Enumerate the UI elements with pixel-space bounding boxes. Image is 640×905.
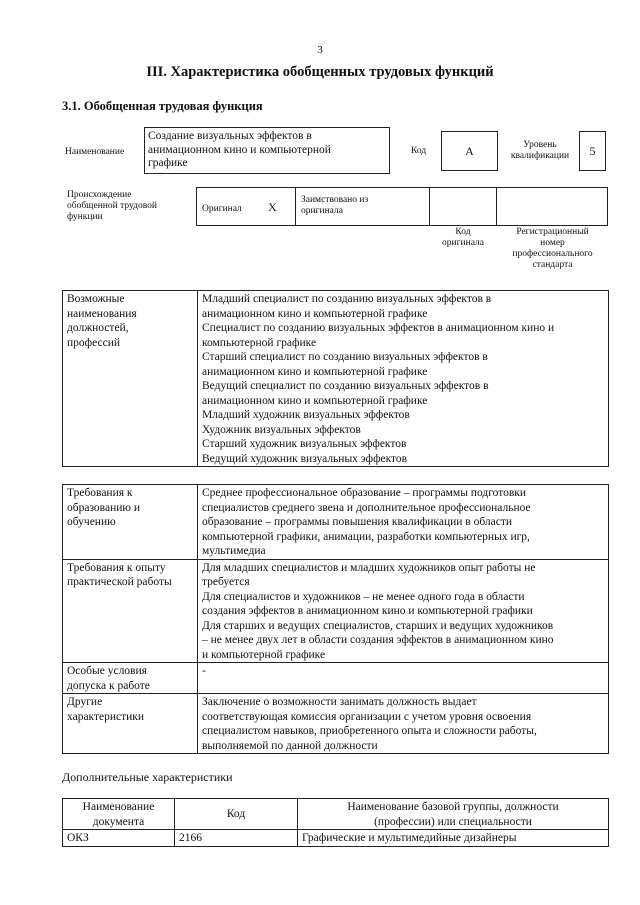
origin-divider [496,188,497,225]
label-line: практической работы [67,576,172,588]
table-row [63,830,609,847]
reg-number-caption [495,227,610,271]
value-line: Заключение о возможности занимать должность выдает [202,696,477,708]
label-line: Требования к опыту [67,561,166,574]
value-line: Для младших специалистов и младших художников опыт работы не [202,561,536,574]
borrowed-line: Заимствовано из [301,195,369,205]
value-line: образование – программы повышения квалификации в области [202,516,513,528]
value-line: Младший специалист по созданию визуальных эффектов в [202,293,492,305]
function-name-line: Создание визуальных эффектов в [148,130,312,142]
borrowed-line: оригинала [301,206,343,216]
table-row [63,663,609,694]
origin-box [196,187,608,226]
table-header-row [63,799,609,830]
origin-label-line: Происхождение [67,190,132,200]
requirement-value [198,663,609,694]
origin-label-line: обобщенной трудовой [67,201,157,211]
additional-title: Дополнительные характеристики [62,770,233,784]
origin-label [67,190,157,223]
label-line: Другие [67,696,103,708]
header-line: Наименование базовой группы, должности [347,801,559,813]
caption-line: номер [540,238,565,248]
caption-line: Код [455,227,471,237]
original-mark: X [268,200,277,214]
value-line: Ведущий художник визуальных эффектов [202,452,408,465]
borrowed-label [301,195,368,217]
value-line: - [202,665,206,677]
value-line: специалистов среднего звена и дополнительное профессиональное [202,501,531,514]
value-line: – не менее двух лет в области создания эффектов в анимационном кино [202,634,554,646]
name-label: Наименование [65,147,125,157]
col-name-header [298,799,609,830]
code-original-caption [428,227,498,249]
value-line: мультимедиа [202,545,266,557]
value-line: анимационном кино и компьютерной графике [202,365,428,378]
label-line: профессий [67,336,121,349]
caption-line: профессионального [512,249,593,259]
label-line: наименования [67,307,137,320]
original-label: Оригинал [202,204,242,214]
value-line: Старший художник визуальных эффектов [202,438,407,450]
value-line: Ведущий специалист по созданию визуальных эффектов в [202,380,489,392]
value-line: требуется [202,576,250,588]
label-line: образованию и [67,501,140,514]
value-line: Для специалистов и художников – не менее одного года в области [202,590,525,603]
label-line: Требования к [67,487,133,499]
positions-value [198,291,609,467]
origin-divider [295,188,296,225]
function-name-line: анимационном кино и компьютерной [148,143,331,156]
code-cell: 2166 [175,830,298,847]
caption-line: стандарта [532,260,573,270]
requirements-table [62,484,609,754]
value-line: выполняемой по данной должности [202,739,378,752]
origin-label-line: функции [67,212,103,222]
name-cell: Графические и мультимедийные дизайнеры [298,830,609,847]
table-row [63,694,609,754]
level-value: 5 [579,131,606,171]
requirement-label [63,485,198,560]
value-line: специалистом навыков, приобретенного опыта и сложности работы, [202,725,537,737]
value-line: Старший специалист по созданию визуальных эффектов в [202,351,488,363]
value-line: Специалист по созданию визуальных эффектов в анимационном кино и [202,322,555,334]
col-code-header: Код [175,799,298,830]
function-name-box [144,127,390,174]
header-line: (профессии) или специальности [374,815,532,828]
subsection-title: 3.1. Обобщенная трудовая функция [62,99,263,113]
label-line: должностей, [67,322,129,334]
table-row [63,559,609,663]
level-label [500,140,580,162]
value-line: Среднее профессиональное образование – программы подготовки [202,487,527,499]
value-line: Младший художник визуальных эффектов [202,409,410,421]
value-line: Для старших и ведущих специалистов, старших и ведущих художников [202,619,554,632]
col-doc-header [63,799,175,830]
value-line: соответствующая комиссия организации с учетом уровня освоения [202,710,532,723]
requirement-value [198,485,609,560]
level-label-line: Уровень [523,140,557,150]
label-line: Возможные [67,293,125,305]
table-row [63,485,609,560]
header-line: Наименование [82,801,155,813]
requirement-value [198,694,609,754]
header-line: документа [92,815,145,828]
value-line: анимационном кино и компьютерной графике [202,394,428,407]
value-line: и компьютерной графике [202,648,326,661]
requirement-label [63,559,198,663]
requirement-label [63,663,198,694]
value-line: создания эффектов в анимационном кино и компьютерной графики [202,605,533,617]
code-value: A [441,131,498,171]
page-number: 3 [317,44,323,56]
value-line: анимационном кино и компьютерной графике [202,307,428,320]
value-line: компьютерной графики, анимации, разработки компьютерных игр, [202,530,530,543]
label-line: Особые условия [67,665,147,677]
function-name-line: графике [148,157,188,169]
caption-line: Регистрационный [516,227,589,237]
value-line: компьютерной графике [202,336,317,349]
requirement-value [198,559,609,663]
label-line: обучению [67,516,116,528]
value-line: Художник визуальных эффектов [202,423,361,436]
positions-table [62,290,609,467]
additional-table [62,798,609,847]
origin-divider [429,188,430,225]
positions-label [63,291,198,467]
level-label-line: квалификации [510,151,570,161]
requirement-label [63,694,198,754]
label-line: характеристики [67,710,145,723]
caption-line: оригинала [442,238,484,248]
doc-cell: ОКЗ [63,830,175,847]
label-line: допуска к работе [67,679,150,692]
code-label: Код [411,146,427,156]
section-title: III. Характеристика обобщенных трудовых функций [146,64,494,80]
